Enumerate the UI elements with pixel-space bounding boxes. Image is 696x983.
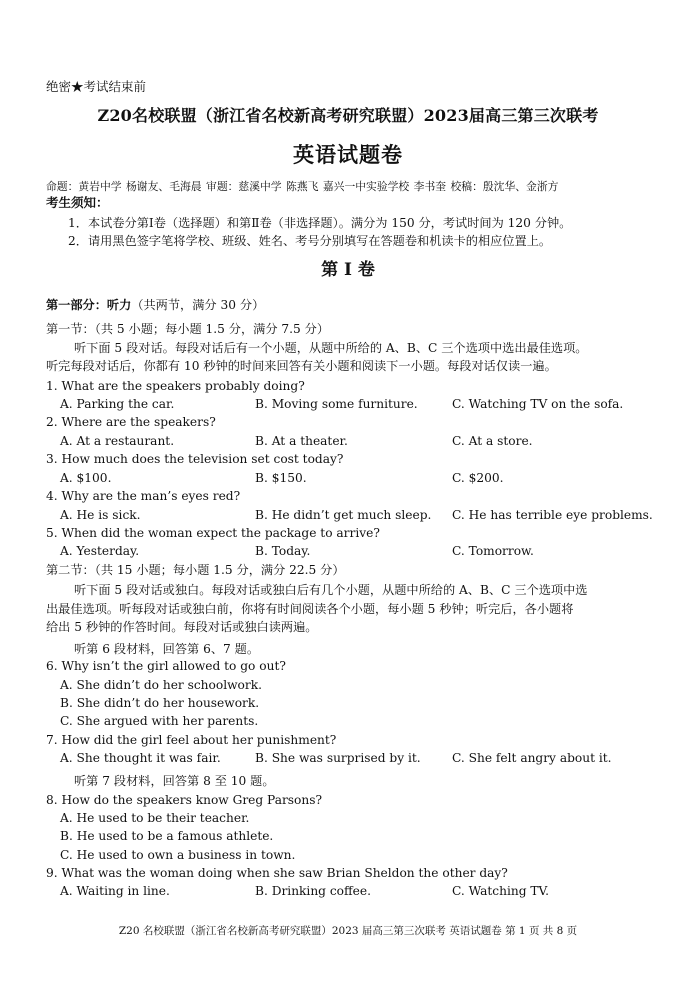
option-a: A. At a restaurant. xyxy=(60,434,175,448)
option-a: A. He is sick. xyxy=(60,508,141,522)
volume-title: 第 I 卷 xyxy=(321,260,375,280)
question-text: 5. When did the woman expect the package to arrive? xyxy=(46,526,380,540)
confidential-label: 绝密★考试结束前 xyxy=(46,79,147,94)
option-a: A. She thought it was fair. xyxy=(60,751,221,765)
option-b: B. He used to be a famous athlete. xyxy=(60,829,274,843)
option-a: A. She didn’t do her schoolwork. xyxy=(60,678,262,692)
notice-item: 2．请用黑色签字笔将学校、班级、姓名、考号分别填写在答题卷和机读卡的相应位置上。 xyxy=(68,234,552,248)
section1-instructions: 听下面 5 段对话。每段对话后有一个小题，从题中所给的 A、B、C 三个选项中选出最佳选项。 xyxy=(74,341,588,355)
notice-item: 1．本试卷分第Ⅰ卷（选择题）和第Ⅱ卷（非选择题）。满分为 150 分，考试时间为 120 分钟。 xyxy=(68,216,572,230)
question-text: 7. How did the girl feel about her punishment? xyxy=(46,733,337,747)
option-b: B. He didn’t get much sleep. xyxy=(255,508,432,522)
material-6-note: 听第 6 段材料，回答第 6、7 题。 xyxy=(74,642,260,656)
option-c: C. Tomorrow. xyxy=(452,544,534,558)
part1-title: 第一部分：听力 xyxy=(46,298,132,312)
option-c: C. He has terrible eye problems. xyxy=(452,508,653,522)
option-a: A. $100. xyxy=(60,471,112,485)
part1-score: （共两节，满分 30 分） xyxy=(131,298,265,312)
question-text: 9. What was the woman doing when she saw Brian Sheldon the other day? xyxy=(46,866,508,880)
option-c: C. $200. xyxy=(452,471,504,485)
section2-instructions: 出最佳选项。听每段对话或独白前，你将有时间阅读各个小题，每小题 5 秒钟；听完后，各小题将 xyxy=(46,602,574,616)
authors-line: 命题：黄岩中学 杨谢友、毛海晨 审题：慈溪中学 陈燕飞 嘉兴一中实验学校 李书奎 校稿：殷沈华、金浙方 xyxy=(46,180,559,193)
question-text: 8. How do the speakers know Greg Parsons? xyxy=(46,793,323,807)
question-text: 2. Where are the speakers? xyxy=(46,415,216,429)
option-b: B. She was surprised by it. xyxy=(255,751,421,765)
option-a: A. He used to be their teacher. xyxy=(60,811,250,825)
page-footer: Z20 名校联盟（浙江省名校新高考研究联盟）2023 届高三第三次联考 英语试题卷 第 1 页 共 8 页 xyxy=(118,925,578,937)
option-b: B. Today. xyxy=(255,544,311,558)
question-text: 3. How much does the television set cost today? xyxy=(46,452,344,466)
option-b: B. She didn’t do her housework. xyxy=(60,696,260,710)
option-c: C. She felt angry about it. xyxy=(452,751,612,765)
section2-instructions: 听下面 5 段对话或独白。每段对话或独白后有几个小题，从题中所给的 A、B、C 三个选项中选 xyxy=(74,583,588,597)
option-b: B. At a theater. xyxy=(255,434,348,448)
section1-heading: 第一节：（共 5 小题；每小题 1.5 分，满分 7.5 分） xyxy=(46,322,330,336)
section2-heading: 第二节：（共 15 小题；每小题 1.5 分，满分 22.5 分） xyxy=(46,563,345,577)
question-text: 6. Why isn’t the girl allowed to go out? xyxy=(46,659,286,673)
option-b: B. Drinking coffee. xyxy=(255,884,371,898)
option-c: C. Watching TV on the sofa. xyxy=(452,397,624,411)
question-text: 4. Why are the man’s eyes red? xyxy=(46,489,241,503)
part1-heading xyxy=(46,297,264,313)
question-text: 1. What are the speakers probably doing? xyxy=(46,379,305,393)
option-a: A. Waiting in line. xyxy=(60,884,170,898)
option-c: C. Watching TV. xyxy=(452,884,550,898)
material-7-note: 听第 7 段材料，回答第 8 至 10 题。 xyxy=(74,774,275,788)
section2-instructions: 给出 5 秒钟的作答时间。每段对话或独白读两遍。 xyxy=(46,620,318,634)
option-c: C. She argued with her parents. xyxy=(60,714,259,728)
option-c: C. He used to own a business in town. xyxy=(60,848,296,862)
section1-instructions: 听完每段对话后，你都有 10 秒钟的时间来回答有关小题和阅读下一小题。每段对话仅读一遍。 xyxy=(46,359,557,373)
option-a: A. Yesterday. xyxy=(60,544,140,558)
option-a: A. Parking the car. xyxy=(60,397,175,411)
option-b: B. $150. xyxy=(255,471,307,485)
option-c: C. At a store. xyxy=(452,434,533,448)
exam-title: Z20名校联盟（浙江省名校新高考研究联盟）2023届高三第三次联考 xyxy=(97,106,599,125)
notice-heading: 考生须知： xyxy=(46,195,109,210)
option-b: B. Moving some furniture. xyxy=(255,397,418,411)
paper-title: 英语试题卷 xyxy=(293,142,403,167)
